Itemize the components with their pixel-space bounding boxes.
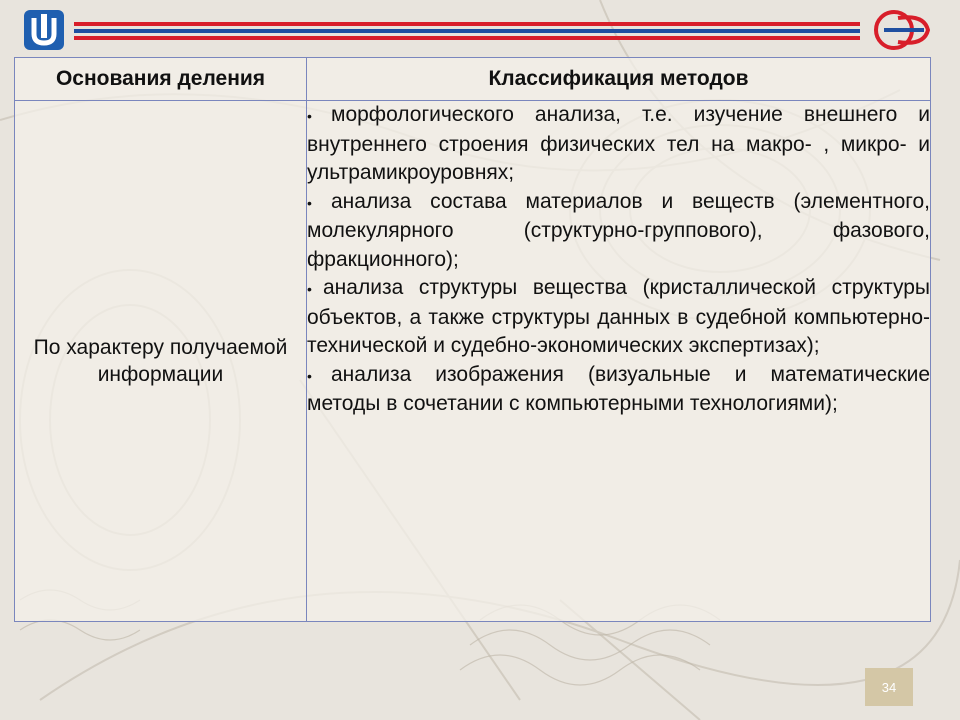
method-text: анализа состава материалов и веществ (элементного, молекулярного (структурно-группового), фазового, фракционного);: [307, 189, 930, 271]
method-text: анализа изображения (визуальные и математические методы в сочетании с компьютерными технологиями);: [307, 362, 930, 415]
bullet-icon: •: [307, 367, 312, 384]
chemistry-emblem-icon: [868, 8, 936, 52]
method-text: анализа структуры вещества (кристаллической структуры объектов, а также структуры данных в судебной компьютерно-технической и судебно-экономических экспертизах);: [307, 276, 930, 357]
university-logo-icon: [22, 8, 66, 52]
method-item: [307, 274, 930, 361]
header-red-stripe-2: [74, 36, 860, 40]
bullet-icon: •: [307, 281, 312, 297]
method-item: [307, 361, 930, 419]
header-blue-stripe: [74, 29, 860, 33]
header-methods: Классификация методов: [307, 58, 931, 101]
classification-table: [14, 57, 931, 622]
bullet-icon: •: [307, 108, 312, 124]
method-text: морфологического анализа, т.е. изучение внешнего и внутреннего строения физических тел на макро- , микро- и ультрамикроуровнях;: [307, 103, 930, 184]
header-red-stripe: [74, 22, 860, 26]
table-row: [15, 101, 931, 622]
bullet-icon: •: [307, 194, 312, 211]
method-item: [307, 101, 930, 188]
table-header-row: [15, 58, 931, 101]
header-basis: Основания деления: [15, 58, 307, 101]
page-number: 34: [865, 668, 913, 706]
methods-cell: [307, 101, 931, 622]
header-stripes: [74, 22, 860, 43]
method-item: [307, 188, 930, 275]
basis-cell: По характеру получаемой информации: [15, 101, 307, 622]
